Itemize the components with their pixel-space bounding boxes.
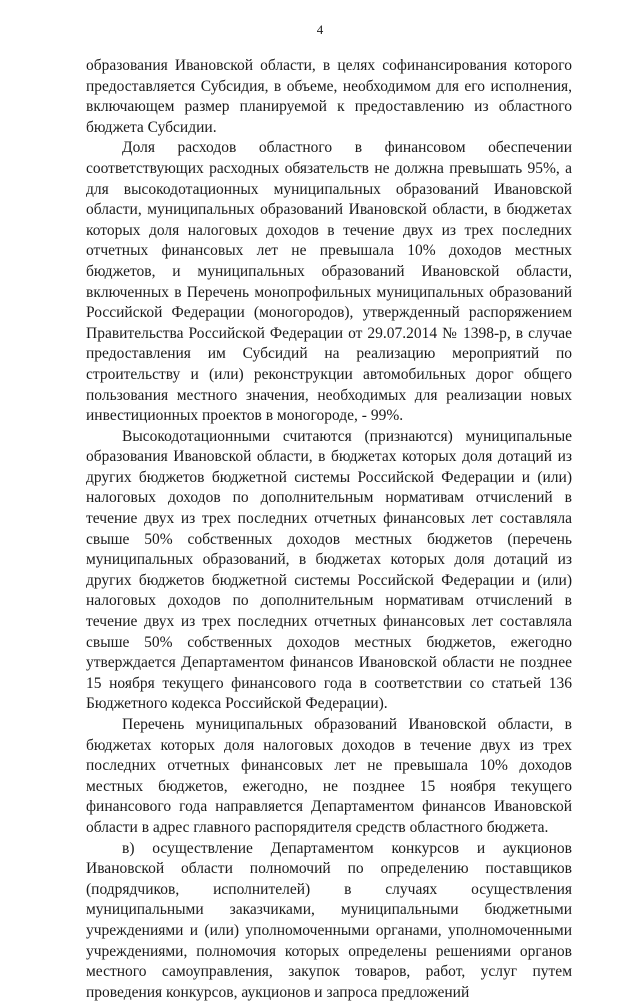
paragraph-1: образования Ивановской области, в целях софинансирования которого предоставляется Субсидия, в объеме, необходимом для его исполнения, включающем размер планируемой к предоставлению из областного бюджета Субсидии. xyxy=(86,57,572,136)
paragraph-2: Доля расходов областного в финансовом обеспечении соответствующих расходных обязательств не должна превышать 95%, а для высокодотационных муниципальных образований Ивановской области, муниципальных образований Ивановской области, в бюджетах которых доля налоговых доходов в течение двух из трех последних отчетных финансовых лет не превышала 10% доходов местных бюджетов, и муниципальных образований Ивановской области, включенных в Перечень монопрофильных муниципальных образований Российской Федерации (моногородов), утвержденный распоряжением Правительства Российской Федерации от 29.07.2014 № 1398-р, в случае предоставления им Субсидий на реализацию мероприятий по строительству и (или) реконструкции автомобильных дорог общего пользования местного значения, необходимых для реализации новых инвестиционных проектов в моногороде, - 99%. xyxy=(86,139,572,425)
paragraph-3: Высокодотационными считаются (признаются) муниципальные образования Ивановской области, в бюджетах которых доля дотаций из других бюджетов бюджетной системы Российской Федерации и (или) налоговых доходов по дополнительным нормативам отчислений в течение двух из трех последних отчетных финансовых лет составляла свыше 50% собственных доходов местных бюджетов (перечень муниципальных образований, в бюджетах которых доля дотаций из других бюджетов бюджетной системы Российской Федерации и (или) налоговых доходов по дополнительным нормативам отчислений в течение двух из трех последних отчетных финансовых лет составляла свыше 50% собственных доходов местных бюджетов, ежегодно утверждается Департаментом финансов Ивановской области не позднее 15 ноября текущего финансового года в соответствии со статьей 136 Бюджетного кодекса Российской Федерации). xyxy=(86,427,572,713)
paragraph-4: Перечень муниципальных образований Ивановской области, в бюджетах которых доля налоговых доходов в течение двух из трех последних отчетных финансовых лет не превышала 10% доходов местных бюджетов, ежегодно, не позднее 15 ноября текущего финансового года направляется Департаментом финансов Ивановской области в адрес главного распорядителя средств областного бюджета. xyxy=(86,716,572,836)
document-body xyxy=(86,56,572,1003)
paragraph-5: в) осуществление Департаментом конкурсов и аукционов Ивановской области полномочий по определению поставщиков (подрядчиков, исполнителей) в случаях осуществления муниципальными заказчиками, муниципальными бюджетными учреждениями и (или) уполномоченными органами, уполномоченными учреждениями, полномочия которых определены решениями органов местного самоуправления, закупок товаров, работ, услуг путем проведения конкурсов, аукционов и запроса предложений xyxy=(86,839,572,1001)
page-number: 4 xyxy=(316,22,324,37)
